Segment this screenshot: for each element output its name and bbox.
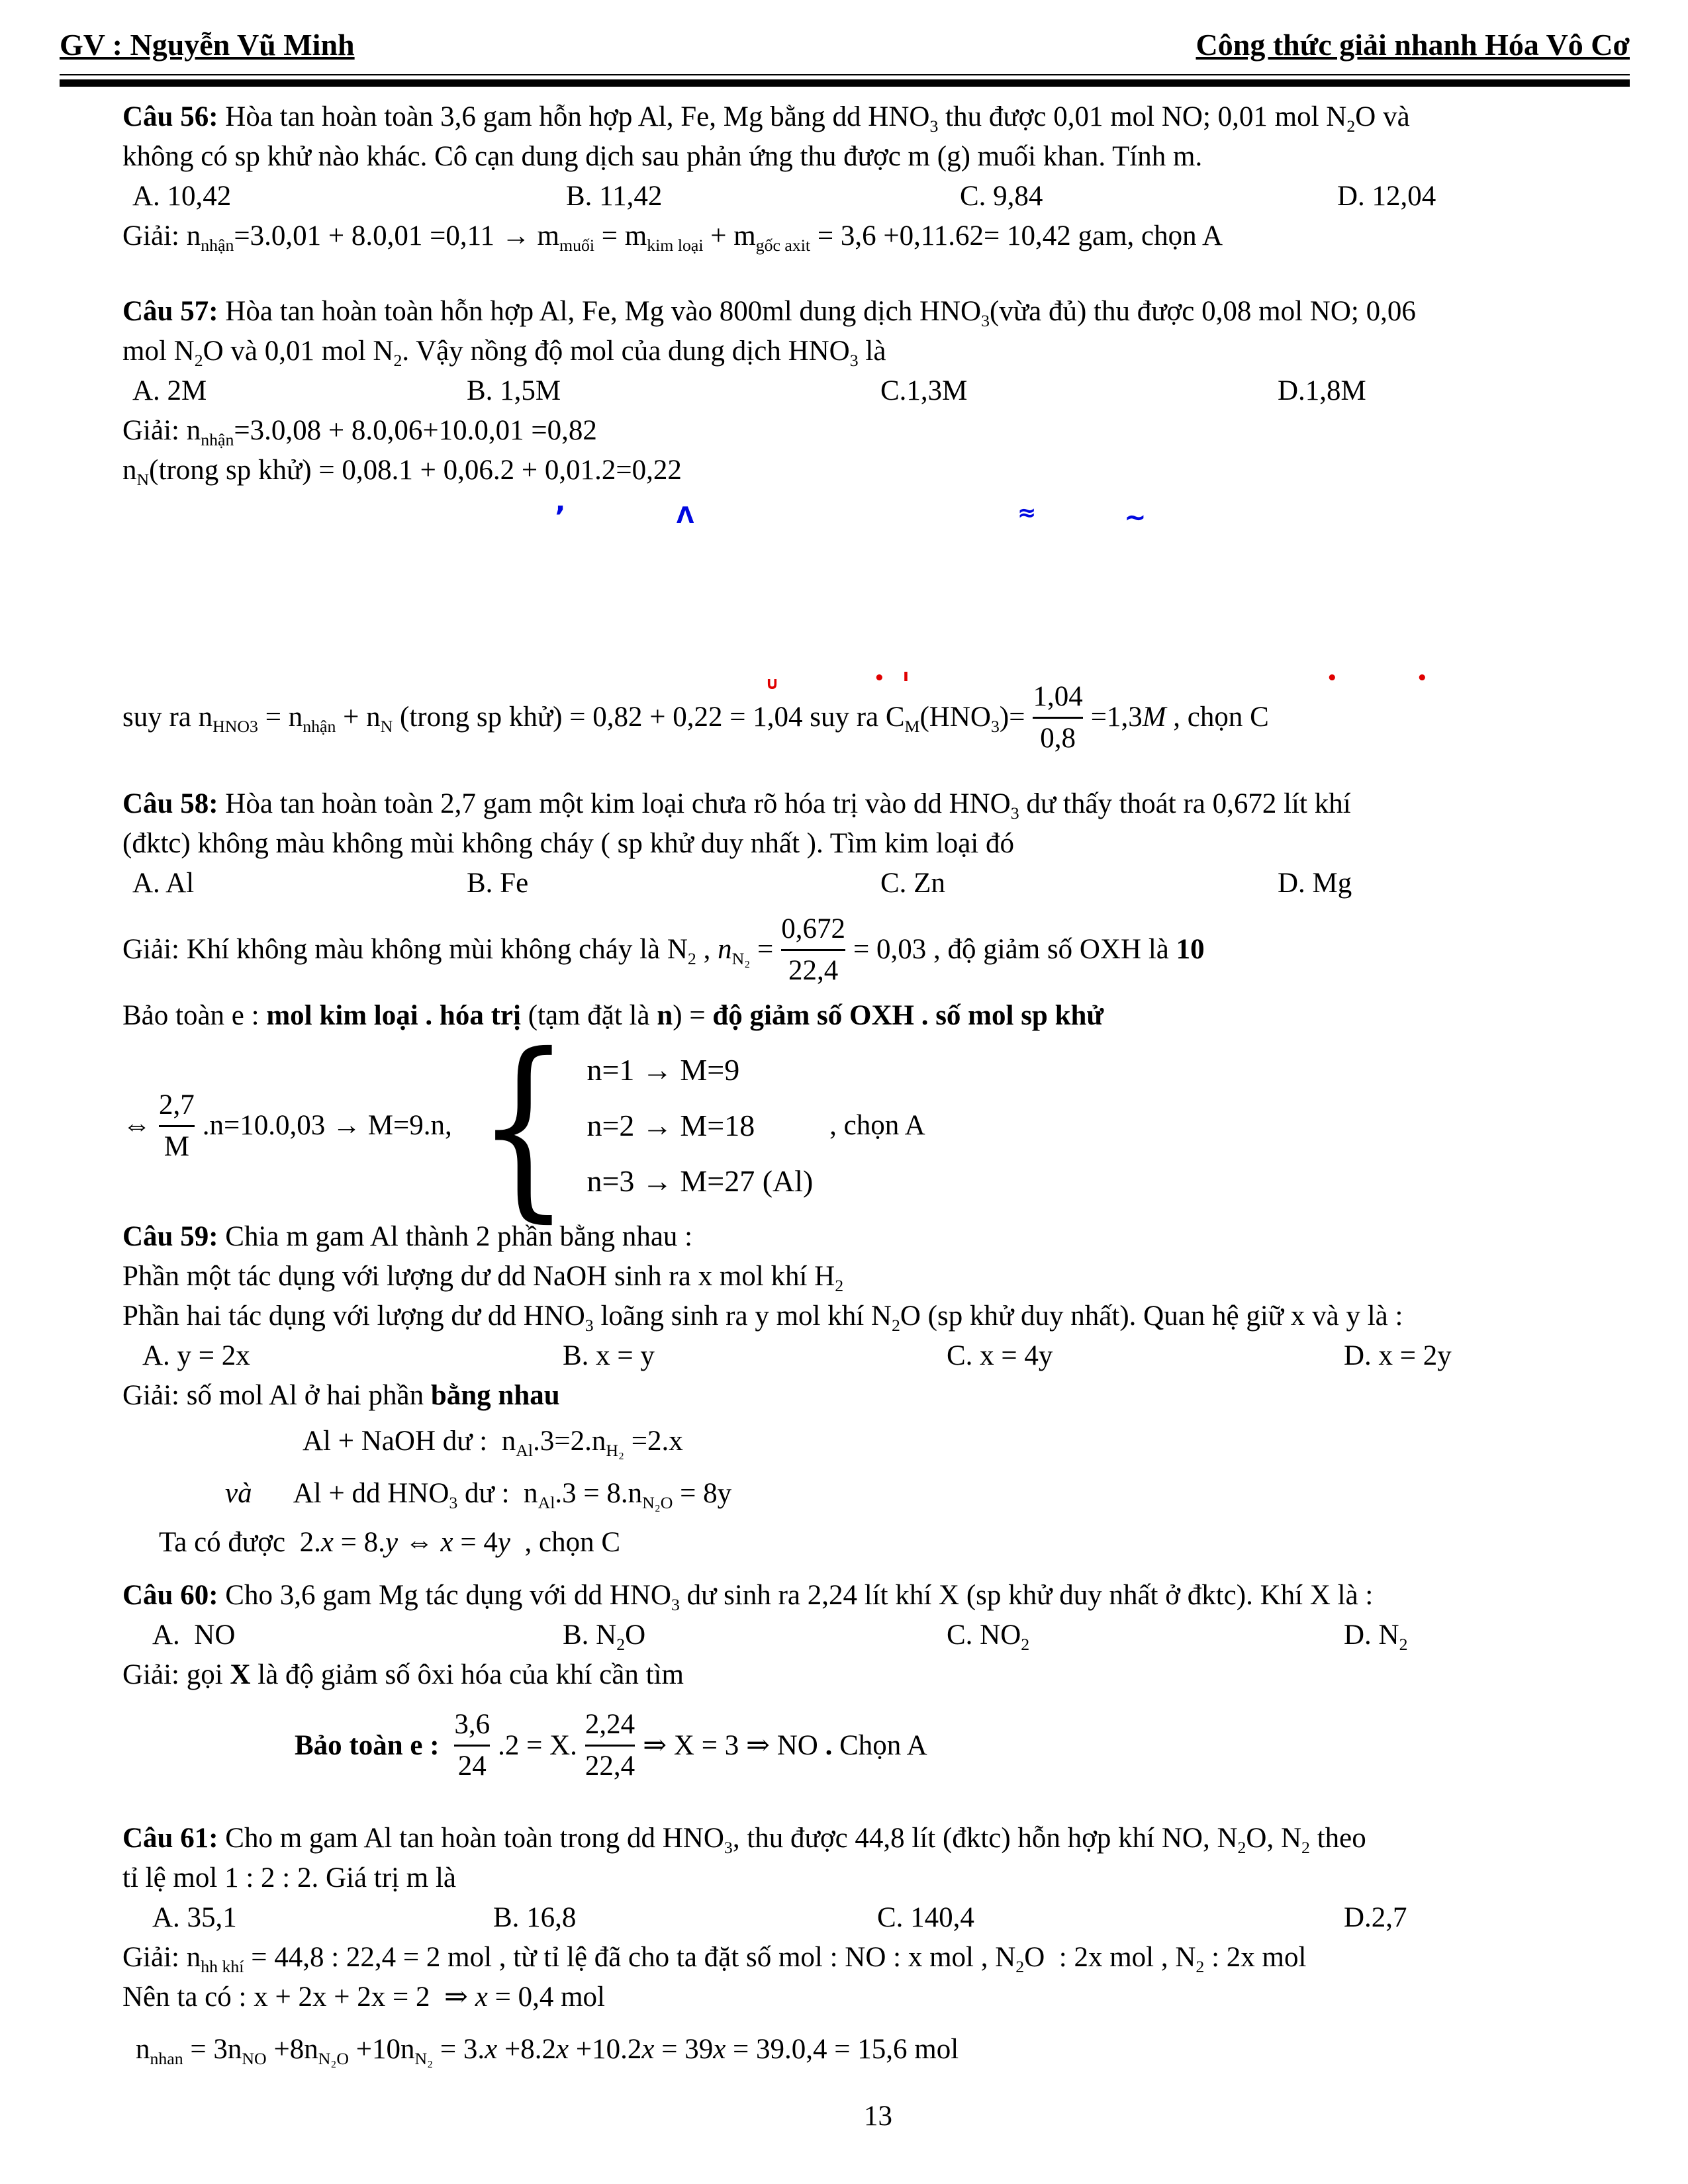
q58-line1	[122, 784, 1635, 824]
q61-options-choice-2: C. 140,4	[877, 1902, 974, 1933]
q56-options-choice-0: A. 10,42	[132, 181, 232, 212]
text-run: Bảo toàn e : mol kim loại . hóa trị (tạm đặt là n) = độ giảm số OXH . số mol sp khử	[122, 1000, 1104, 1031]
text-run: Câu 58: Hòa tan hoàn toàn 2,7 gam một kim loại chưa rõ hóa trị vào dd $HNO_3$ dư thấy thoát ra 0,672 lít khí	[122, 788, 1351, 823]
q58-options-choice-2: B. Fe	[467, 868, 529, 899]
cases-row: n=1 → M=9	[586, 1053, 740, 1087]
blue-ink-artifact: ≈	[1017, 500, 1037, 526]
text-run: suy ra $n_{HNO3} = n_{nhận} + n_N$ (trong sp khử) = 0,82 + 0,22 = 1,04 suy ra $C_M(HNO_3)=$	[122, 702, 1025, 737]
text-run: =1,3M , chọn C	[1090, 702, 1269, 733]
q61-formula	[122, 2021, 1635, 2077]
q57-solution2	[122, 451, 1635, 490]
q60-options	[122, 1615, 1635, 1655]
header-author: GV : Nguyễn Vũ Minh	[60, 28, 355, 62]
red-ink-artifact: ∪	[765, 674, 780, 694]
text-run: ⇒ X = 3 ⇒ NO . Chọn A	[643, 1729, 927, 1761]
text-run: Câu 59: Chia m gam Al thành 2 phần bằng nhau :	[122, 1221, 693, 1252]
blue-ink-artifact: ∼	[1124, 502, 1147, 533]
q59-line1	[122, 1217, 1635, 1257]
red-ink-artifact: •	[1327, 668, 1338, 688]
q61-solution2	[122, 1978, 1635, 2017]
fraction: $\frac{0,672}{22,4}$	[781, 913, 845, 986]
text-run: tỉ lệ mol 1 : 2 : 2. Giá trị m là	[122, 1862, 456, 1893]
fraction-bar	[781, 949, 845, 951]
text-run: = 0,03 , độ giảm số OXH là 10	[853, 934, 1205, 965]
q61-options-choice-1: B. 16,8	[493, 1902, 577, 1933]
q61-solution1	[122, 1938, 1635, 1978]
text-run: $n_{nhan} = 3n_{NO} +8n_{N_2O} +10n_{N_2} = 3.x +8.2x +10.2x = 39x = 39.0,4 = 15,6$ mol	[136, 2033, 959, 2068]
text-run: Giải: $n_{nhận}=3.0,01 + 8.0,01 =0,11 \to m_{muối} = m_{kim loại} + m_{gốc axit} = 3,6 +0,11.62= 10,42$ gam, chọn A	[122, 220, 1223, 255]
q60-options-choice-2: C. $NO_2$	[947, 1619, 1030, 1655]
text-run: ⇔	[122, 1110, 151, 1141]
text-run: .2 = X.	[498, 1729, 577, 1761]
q58-options-choice-1: A. Al	[132, 868, 195, 899]
q61-options-choice-0: A. 35,1	[152, 1902, 237, 1933]
header-title: Công thức giải nhanh Hóa Vô Cơ	[1196, 28, 1630, 62]
text-run: Câu 56: Hòa tan hoàn toàn 3,6 gam hỗn hợp Al, Fe, Mg bằng dd $HNO_3$ thu được 0,01 mol NO; 0,01 mol $N_2O$ và	[122, 101, 1410, 136]
text-run: Câu 61: Cho m gam Al tan hoàn toàn trong dd $HNO_3$, thu được 44,8 lít (đktc) hỗn hợp khí NO, $N_2O$, $N_2$ theo	[122, 1823, 1366, 1858]
fraction-bar	[159, 1125, 195, 1127]
q58-solution2	[122, 996, 1635, 1036]
text-run: Nên ta có : x + 2x + 2x = 2 ⇒ x = 0,4 mol	[122, 1981, 605, 2013]
header-underline	[60, 74, 1630, 75]
red-ink-artifact: •	[1417, 668, 1428, 688]
q56-line1	[122, 97, 1635, 137]
q59-line2	[122, 1257, 1635, 1297]
q56-solution	[122, 216, 1635, 256]
text-run: mol $N_2O$ và 0,01 mol $N_2$. Vậy nồng độ mol của dung dịch $HNO_3$ là	[122, 336, 886, 371]
cases-brace-group	[461, 1011, 814, 1240]
blue-ink-artifact: Λ	[677, 502, 694, 529]
q59-options-choice-3: D. x = 2y	[1344, 1340, 1452, 1371]
q57-options-choice-2: C.1,3M	[880, 375, 968, 406]
text-run: (đktc) không màu không mùi không cháy ( sp khử duy nhất ). Tìm kim loại đó	[122, 828, 1014, 859]
q59-solution2	[122, 1523, 1635, 1563]
cases-row: n=3 → M=27 (Al)	[586, 1164, 814, 1198]
q57-solution1	[122, 411, 1635, 451]
text-run: Ta có được 2.x = 8.y ⇔ x = 4y , chọn C	[159, 1527, 621, 1558]
q61-options	[122, 1898, 1635, 1938]
fraction-bar	[585, 1745, 635, 1747]
q57-options-choice-0: A. 2M	[132, 375, 207, 406]
q56-options-choice-2: C. 9,84	[960, 181, 1043, 212]
text-run: Al + NaOH dư : $n_{Al}.3=2.n_{H_2} =2.x$	[303, 1426, 683, 1461]
q60-line1	[122, 1576, 1635, 1615]
fraction-bar	[1033, 717, 1082, 719]
cases-row: n=2 → M=18	[586, 1109, 755, 1142]
q61-line1	[122, 1819, 1635, 1858]
q58-options	[122, 864, 1635, 903]
text-run: Giải: $n_{nhận}=3.0,08 + 8.0,06+10.0,01 =0,82$	[122, 415, 597, 450]
cases-rows	[586, 1042, 813, 1209]
q58-options-choice-4: D. Mg	[1278, 868, 1352, 899]
q57-options-choice-3: D.1,8M	[1278, 375, 1366, 406]
text-run: Giải: số mol Al ở hai phần bằng nhau	[122, 1380, 560, 1411]
q56-options-choice-3: D. 12,04	[1337, 181, 1436, 212]
fraction: $\frac{2,7}{M}$	[159, 1089, 195, 1162]
q57-line2	[122, 332, 1635, 371]
q59-formula1	[122, 1416, 1635, 1467]
text-run: Phần một tác dụng với lượng dư dd NaOH sinh ra x mol khí $H_2$	[122, 1261, 844, 1296]
q56-options-choice-1: B. 11,42	[566, 181, 663, 212]
q61-options-choice-3: D.2,7	[1344, 1902, 1407, 1933]
q59-options	[122, 1336, 1635, 1376]
text-run: $n_N(trong$ sp khử) = 0,08.1 + 0,06.2 + 0,01.2=0,22	[122, 455, 682, 490]
q60-options-choice-3: D. $N_2$	[1344, 1619, 1408, 1655]
q59-solution1	[122, 1376, 1635, 1416]
text-run: Câu 57: Hòa tan hoàn toàn hỗn hợp Al, Fe, Mg vào 800ml dung dịch $HNO_3(vừa$ đủ) thu được 0,08 mol NO; 0,06	[122, 296, 1416, 331]
q58-solution1	[122, 903, 1635, 996]
q59-line3	[122, 1297, 1635, 1336]
text-run: Bảo toàn e :	[295, 1729, 447, 1761]
q57-options-choice-1: B. 1,5M	[467, 375, 561, 406]
q60-options-choice-1: B. $N_2O$	[563, 1619, 646, 1655]
q59-options-choice-0: A. y = 2x	[142, 1340, 250, 1371]
q59-options-choice-2: C. x = 4y	[947, 1340, 1053, 1371]
red-ink-artifact: ı	[903, 666, 909, 686]
q59-formula2	[122, 1467, 1635, 1520]
document-body	[122, 87, 1635, 2077]
q58-line2	[122, 824, 1635, 864]
text-run: Giải: Khí không màu không mùi không cháy là $N_2$ , $n_{N_2}$ =	[122, 934, 774, 969]
q60-solution1	[122, 1655, 1635, 1695]
left-brace: {	[477, 1011, 570, 1240]
fraction-bar	[454, 1745, 490, 1747]
page-header	[60, 26, 1630, 64]
blue-ink-artifact: ’	[555, 500, 566, 534]
q61-line2	[122, 1858, 1635, 1898]
text-run: .n=10.0,03 → M=9.n,	[202, 1110, 452, 1141]
fraction: $\frac{3,6}{24}$	[454, 1709, 491, 1782]
text-run: Giải: gọi X là độ giảm số ôxi hóa của khí cần tìm	[122, 1659, 684, 1690]
q60-formula	[122, 1698, 1635, 1794]
fraction: $\frac{1,04}{0,8}$	[1033, 680, 1083, 754]
text-run: không có sp khử nào khác. Cô cạn dung dịch sau phản ứng thu được m (g) muối khan. Tính m.	[122, 141, 1203, 172]
q58-options-choice-3: C. Zn	[880, 868, 945, 899]
text-run: Câu 60: Cho 3,6 gam Mg tác dụng với dd $HNO_3$ dư sinh ra 2,24 lít khí X (sp khử duy nhất ở đktc). Khí X là :	[122, 1580, 1374, 1615]
text-run: Phần hai tác dụng với lượng dư dd $HNO_3$ loãng sinh ra y mol khí $N_2O$ (sp khử duy nhất). Quan hệ giữ x và y là :	[122, 1300, 1403, 1336]
q56-line2	[122, 137, 1635, 177]
q57-line1	[122, 292, 1635, 332]
fraction: $\frac{2,24}{22,4}$	[585, 1709, 635, 1782]
q60-options-choice-0: A. NO	[152, 1619, 236, 1651]
text-run: , chọn A	[822, 1110, 925, 1141]
header-rule	[60, 79, 1630, 87]
q56-options	[122, 177, 1635, 216]
text-run: Giải: $n_{hh khí} = 44,8$ : 22,4 = 2 mol , từ tỉ lệ đã cho ta đặt số mol : NO : x mol , $N_2O$ : 2x mol , $N_2$ : 2x mol	[122, 1942, 1307, 1977]
q57-options	[122, 371, 1635, 411]
page-number: 13	[864, 2101, 892, 2132]
text-run: và Al + dd $HNO_3$ dư : $n_{Al}.3 = 8.n_{N_2O} = 8y$	[225, 1478, 732, 1513]
q59-options-choice-1: B. x = y	[563, 1340, 655, 1371]
red-ink-artifact: •	[874, 668, 885, 688]
